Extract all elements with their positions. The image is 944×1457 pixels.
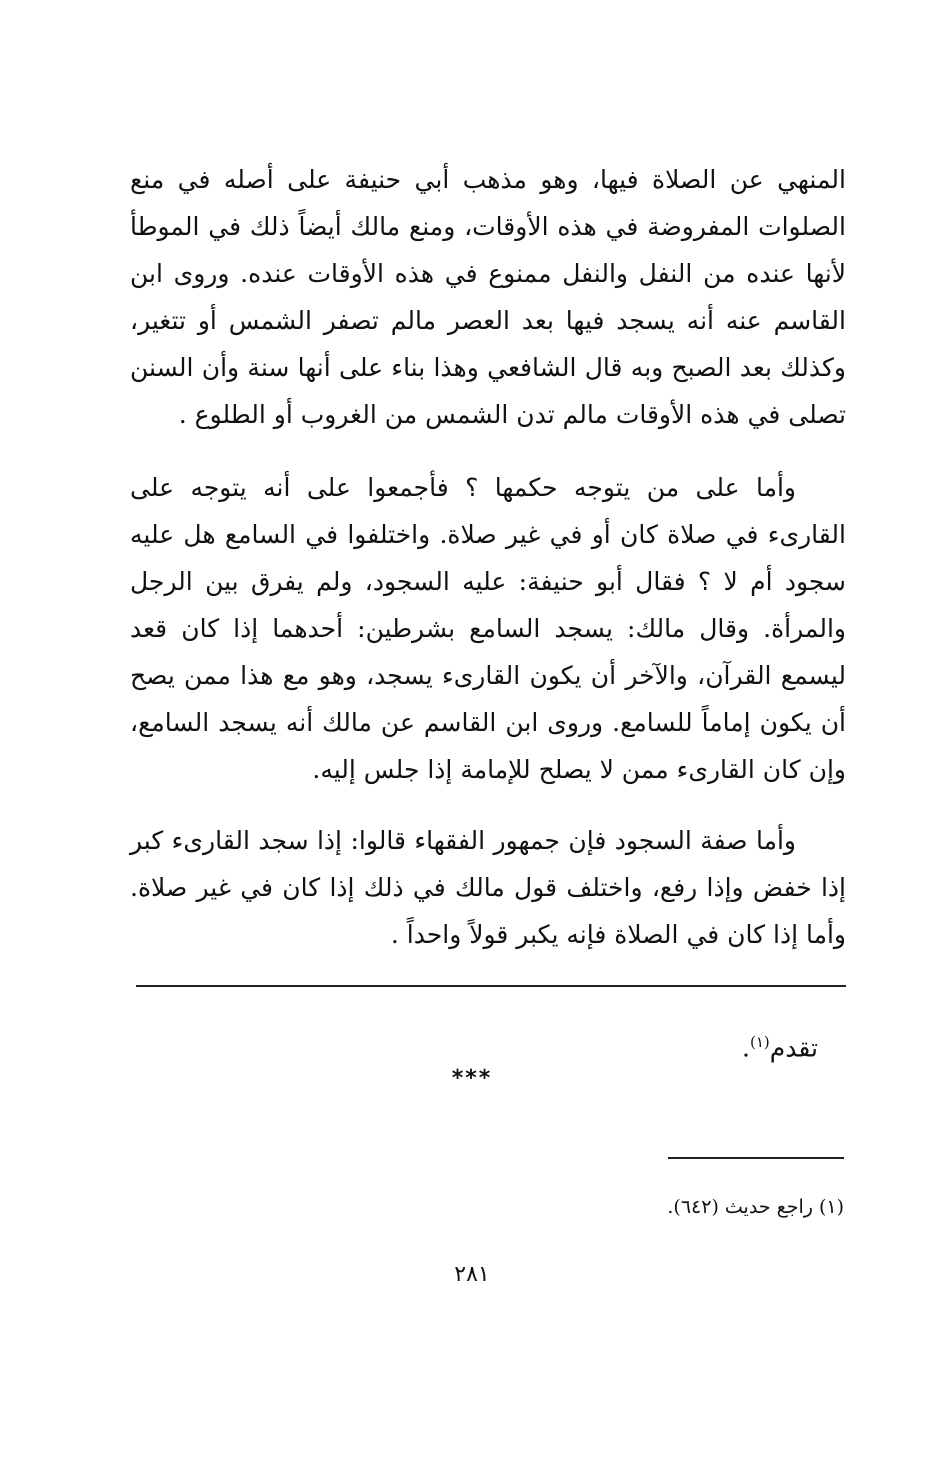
paragraph-text: وأما على من يتوجه حكمها ؟ فأجمعوا على أنه يتوجه على القارىء في صلاة كان أو في غير صلاة. واختلفوا في السامع هل عليه سجود أم لا ؟ فقال أبو حنيفة: عليه السجود، ولم يفرق بين الرجل والمرأة. وقال مالك: يسجد السامع بشرطين: أحدهما إذا كان قعد ليسمع القرآن، والآخر أن يكون القارىء يسجد، وهو مع هذا ممن يصح أن يكون إماماً للسامع. وروى ابن القاسم عن مالك أنه يسجد السامع، وإن كان القارىء ممن لا يصلح للإمامة إذا جلس إليه. [130, 473, 846, 784]
paragraph-who-prostrates [130, 464, 846, 793]
continuation-end: . [742, 1033, 750, 1063]
paragraph-prostration-manner [130, 817, 846, 958]
continuation-text: تقدم [769, 1033, 818, 1063]
paragraph-continued [130, 156, 846, 438]
page-number: ٢٨١ [454, 1262, 490, 1287]
paragraph-text: المنهي عن الصلاة فيها، وهو مذهب أبي حنيفة على أصله في منع الصلوات المفروضة في هذه الأوقات، ومنع مالك أيضاً ذلك في الموطأ لأنها عنده من النفل والنفل ممنوع في هذه الأوقات عنده. وروى ابن القاسم عنه أنه يسجد فيها بعد العصر مالم تصفر الشمس أو تتغير، وكذلك بعد الصبح وبه قال الشافعي وهذا بناء على أنها سنة وأن السنن تصلى في هذه الأوقات مالم تدن الشمس من الغروب أو الطلوع . [130, 165, 846, 429]
star-separator: *** [451, 1066, 493, 1091]
section-divider [136, 985, 846, 987]
paragraph-text: وأما صفة السجود فإن جمهور الفقهاء قالوا: إذا سجد القارىء كبر إذا خفض وإذا رفع، واختلف قول مالك في ذلك إذا كان في غير صلاة. وأما إذا كان في الصلاة فإنه يكبر قولاً واحداً . [130, 826, 846, 949]
footnote: (١) راجع حديث (٦٤٢). [667, 1196, 844, 1218]
footnote-ref: (١) [750, 1033, 770, 1051]
footnote-divider [668, 1157, 844, 1159]
footnote-continuation [742, 1022, 818, 1068]
